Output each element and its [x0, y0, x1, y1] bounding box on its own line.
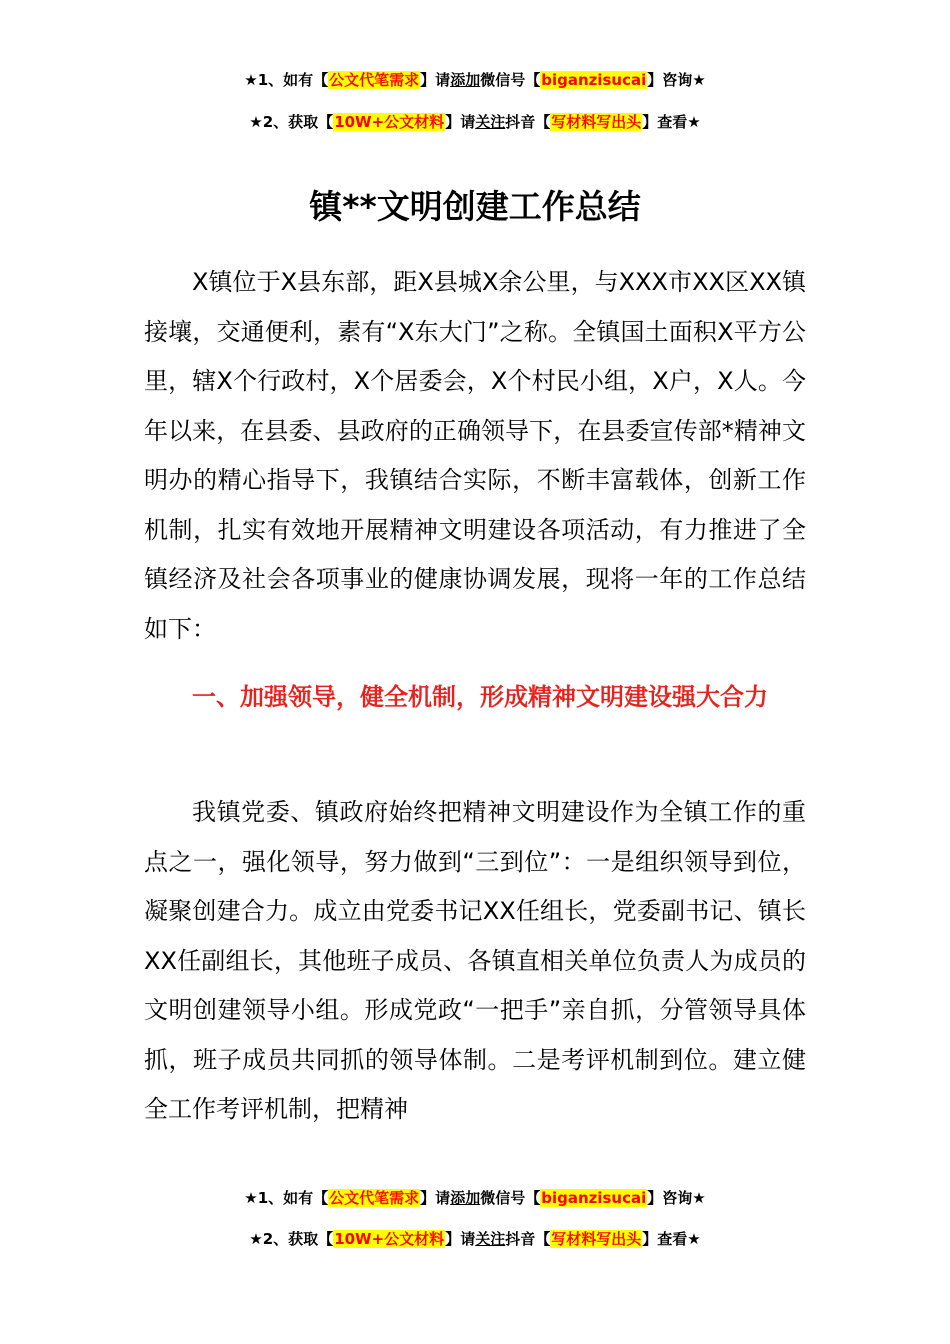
banner-underlined-text: 添加 — [450, 71, 481, 89]
banner-wechat-id: biganzisucai — [541, 1189, 647, 1207]
banner-highlight: 公文代笔需求 — [329, 71, 420, 89]
banner-douyin-name: 写材料写出头 — [551, 113, 642, 131]
top-banner-line-2 — [0, 110, 950, 134]
banner-text: ★2、获取【 — [249, 113, 334, 131]
top-banner-line-1 — [0, 68, 950, 92]
banner-text: 】请 — [445, 113, 476, 131]
banner-text: ★1、如有【 — [244, 71, 329, 89]
banner-text: ★2、获取【 — [249, 1230, 334, 1248]
document-title: 镇**文明创建工作总结 — [309, 187, 641, 226]
banner-text: 抖音【 — [505, 113, 551, 131]
banner-text: 】查看★ — [642, 1230, 701, 1248]
bottom-banner-line-1 — [0, 1186, 950, 1210]
section-paragraph: 我镇党委、镇政府始终把精神文明建设作为全镇工作的重点之一，强化领导，努力做到“三到位”：一是组织领导到位，凝聚创建合力。成立由党委书记XX任组长，党委副书记、镇长XX任副组长，其他班子成员、各镇直相关单位负责人为成员的文明创建领导小组。形成党政“一把手”亲自抓，分管领导具体抓，班子成员共同抓的领导体制。二是考评机制到位。建立健全工作考评机制，把精神 — [144, 798, 806, 1123]
banner-highlight: 10W+公文材料 — [334, 113, 445, 131]
banner-underlined-text: 关注 — [475, 113, 506, 131]
banner-text: 微信号【 — [480, 1189, 541, 1207]
banner-underlined-text: 关注 — [475, 1230, 506, 1248]
banner-text: 】咨询★ — [647, 71, 706, 89]
banner-text: ★1、如有【 — [244, 1189, 329, 1207]
banner-text: 抖音【 — [505, 1230, 551, 1248]
banner-douyin-name: 写材料写出头 — [551, 1230, 642, 1248]
banner-text: 】请 — [420, 1189, 451, 1207]
bottom-banner-line-2 — [0, 1227, 950, 1251]
banner-text: 】请 — [420, 71, 451, 89]
banner-text: 微信号【 — [480, 71, 541, 89]
banner-wechat-id: biganzisucai — [541, 71, 647, 89]
banner-text: 】咨询★ — [647, 1189, 706, 1207]
banner-text: 】查看★ — [642, 113, 701, 131]
banner-highlight: 公文代笔需求 — [329, 1189, 420, 1207]
banner-underlined-text: 添加 — [450, 1189, 481, 1207]
banner-text: 】请 — [445, 1230, 476, 1248]
intro-paragraph: X镇位于X县东部，距X县城X余公里，与XXX市XX区XX镇接壤，交通便利，素有“X东大门”之称。全镇国土面积X平方公里，辖X个行政村，X个居委会，X个村民小组，X户，X人。今年以来，在县委、县政府的正确领导下，在县委宣传部*精神文明办的精心指导下，我镇结合实际，不断丰富载体，创新工作机制，扎实有效地开展精神文明建设各项活动，有力推进了全镇经济及社会各项事业的健康协调发展，现将一年的工作总结如下： — [144, 268, 806, 643]
banner-highlight: 10W+公文材料 — [334, 1230, 445, 1248]
section-heading: 一、加强领导，健全机制，形成精神文明建设强大合力 — [192, 683, 768, 711]
